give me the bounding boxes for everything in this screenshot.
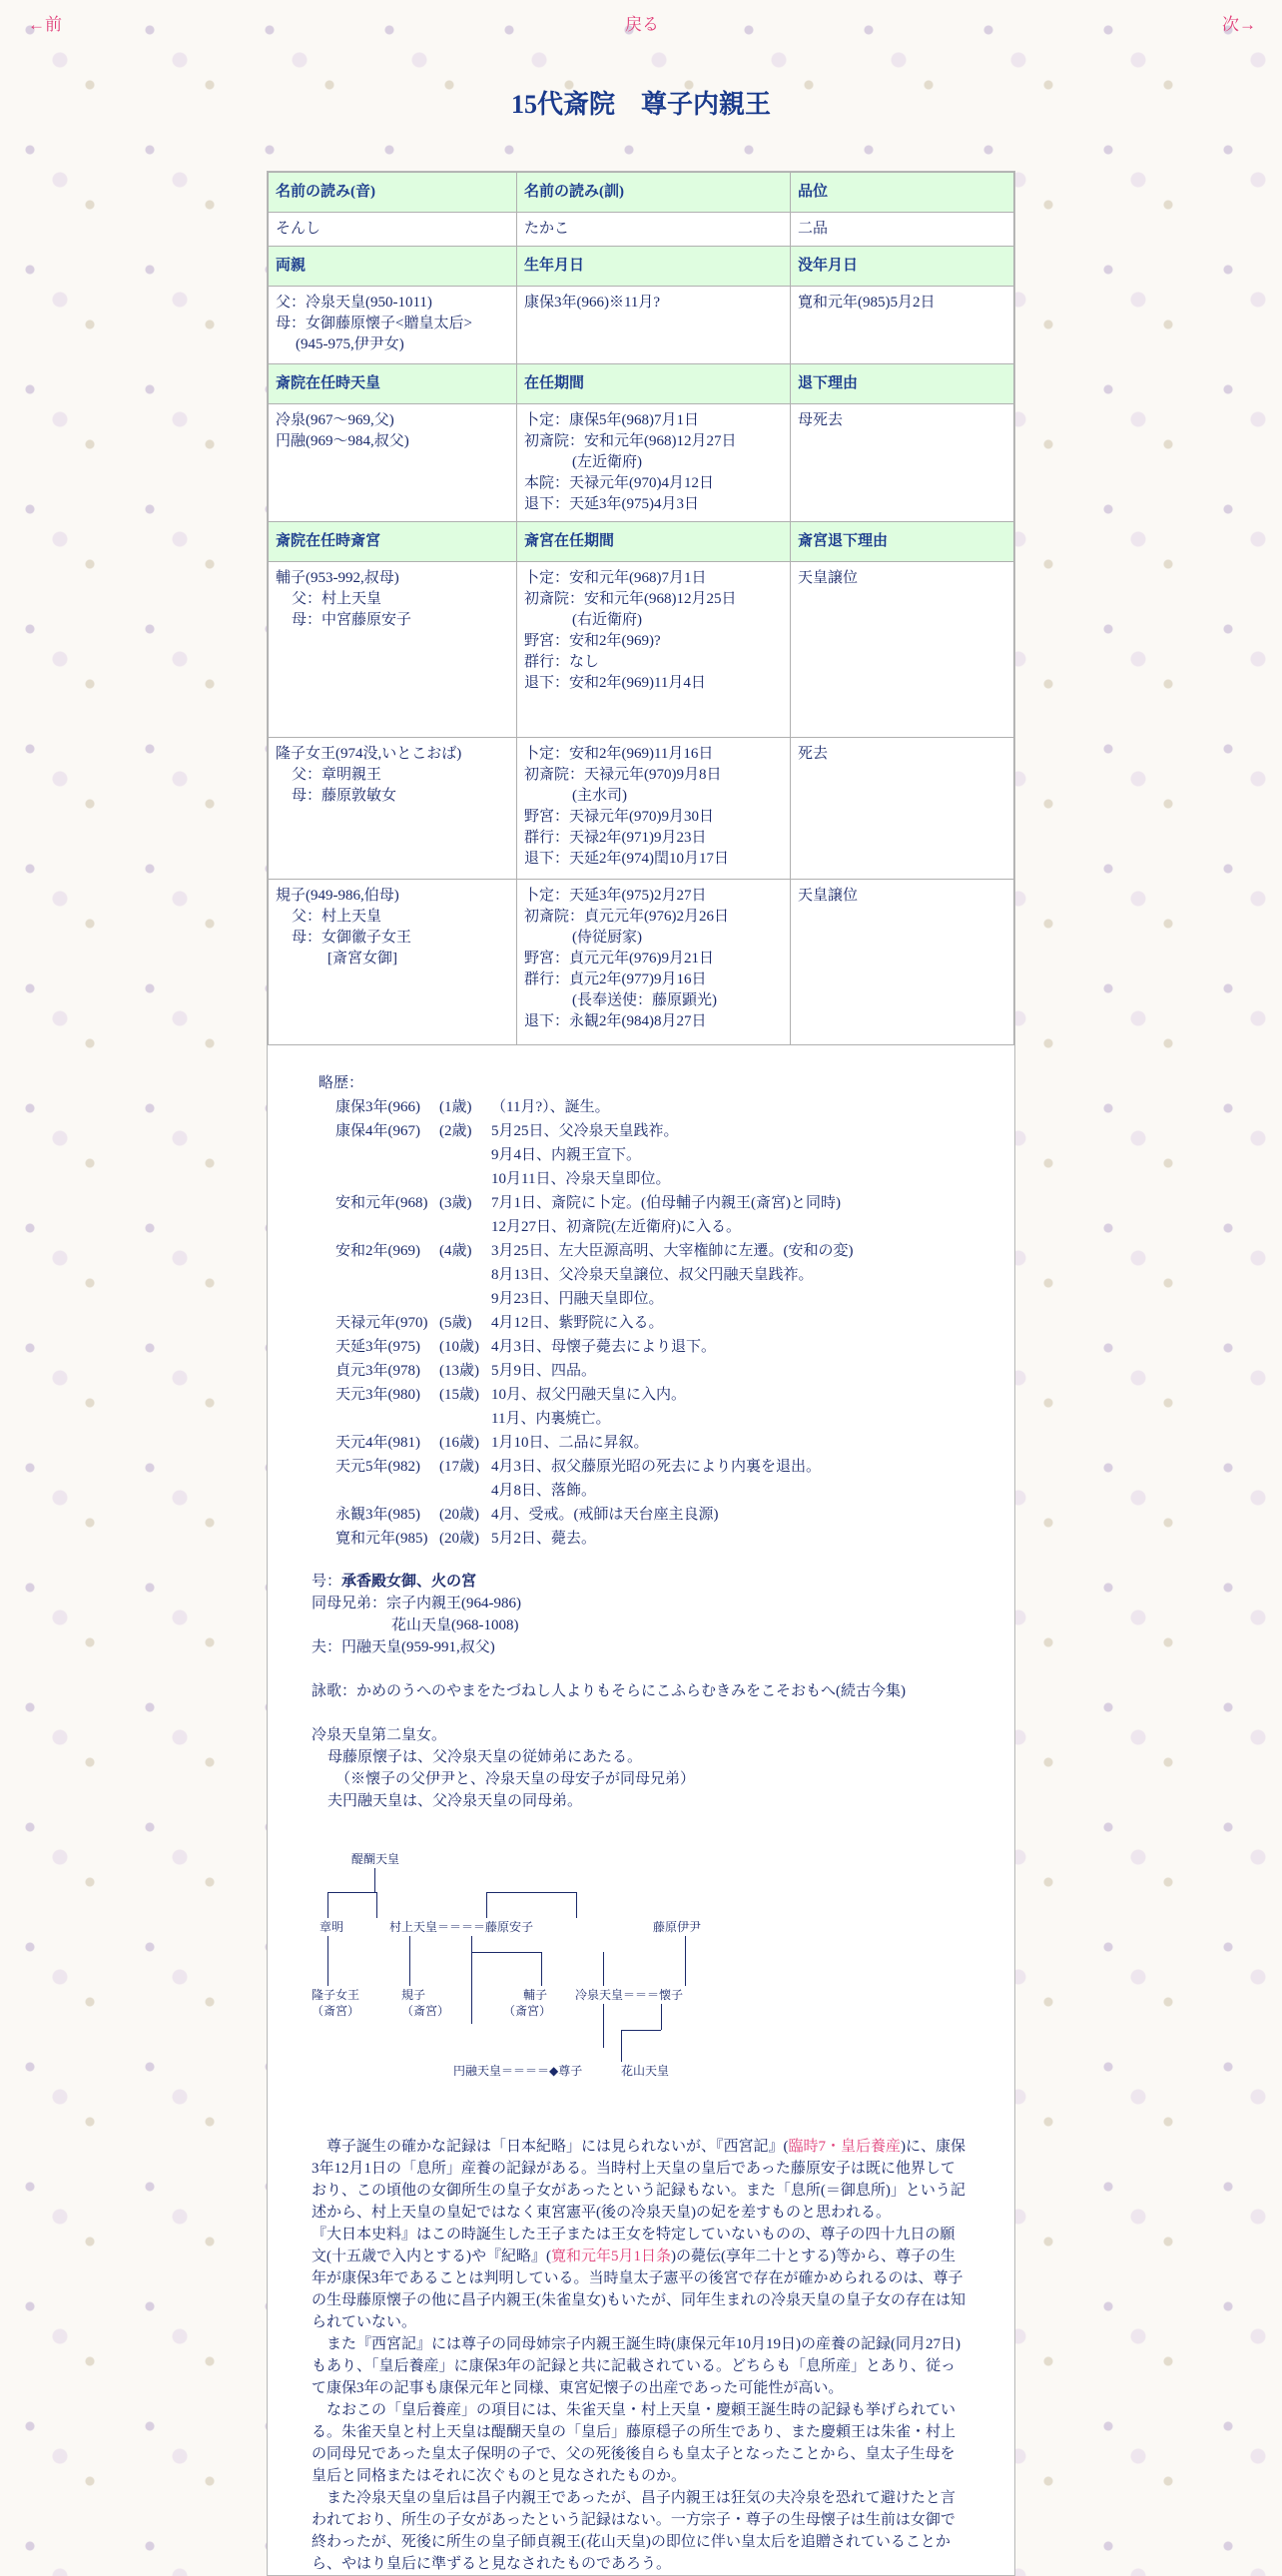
biography-row	[314, 1287, 968, 1311]
reading-kun-cell: たかこ	[517, 213, 791, 247]
biography-event: 7月1日、斎院に卜定。(伯母輔子内親王(斎宮)と同時)	[491, 1195, 841, 1211]
commentary-paragraph: また『西宮記』には尊子の同母姉宗子内親王誕生時(康保元年10月19日)の産養の記録(同月27日)もあり、「皇后養産」に康保3年の記録と共に記載されている。どちらも「息所産」とあり、従って康保3年の記事も康保元年と同様、東宮妃懐子の出産であった可能性が高い。	[312, 2336, 961, 2396]
tree-line	[603, 2004, 604, 2048]
cell-line: 隆子女王(974没,いとこおば)	[276, 746, 462, 762]
text-span: 尊子誕生の確かな記録は「日本紀略」には見られないが、『西宮記』(	[326, 2139, 789, 2155]
tree-node-akiakira: 章明	[320, 1920, 344, 1934]
biography-date	[335, 1167, 439, 1191]
cell-line: 退下：永観2年(984)8月27日	[524, 1013, 707, 1029]
biography-event: 4月、受戒。(戒師は天台座主良源)	[491, 1507, 719, 1523]
biography-date	[335, 1215, 439, 1239]
biography-date: 天延3年(975)	[335, 1339, 420, 1355]
biography-row	[314, 1311, 968, 1335]
header-cell: 退下理由	[791, 364, 1014, 404]
biography-row	[314, 1479, 968, 1503]
header-cell: 斎院在任時斎宮	[269, 522, 517, 562]
tree-node-sukeko: 輔子	[523, 1988, 548, 2002]
biography-date: 天元5年(982)	[335, 1459, 420, 1475]
header-cell: 斎宮在任期間	[517, 522, 791, 562]
header-cell: 斎宮退下理由	[791, 522, 1014, 562]
biography-row	[314, 1383, 968, 1407]
biography-event: 11月、内裏焼亡。	[491, 1411, 611, 1427]
biography-row	[314, 1239, 968, 1263]
biography-event: 5月9日、四品。	[491, 1363, 597, 1379]
source-link[interactable]: 臨時7・皇后養産	[788, 2139, 902, 2155]
biography-date: 天元4年(981)	[335, 1435, 420, 1451]
commentary-paragraph	[312, 2136, 968, 2224]
biography-section	[268, 1045, 1014, 1551]
table-row	[269, 738, 1014, 880]
header-cell: 名前の読み(訓)	[517, 173, 791, 213]
biography-age: (4歳)	[439, 1243, 472, 1259]
header-cell: 生年月日	[517, 247, 791, 287]
saigu-cell	[269, 738, 517, 880]
biography-row	[314, 1191, 968, 1215]
biography-date	[335, 1287, 439, 1311]
saigu-reason-cell: 天皇譲位	[791, 562, 1014, 738]
biography-age: (10歳)	[439, 1339, 479, 1355]
term-cell	[517, 404, 791, 522]
content-panel	[267, 171, 1015, 2576]
biography-date: 安和元年(968)	[335, 1195, 428, 1211]
biography-age	[439, 1215, 491, 1239]
biography-row	[314, 1503, 968, 1527]
saigu-reason-cell: 天皇譲位	[791, 880, 1014, 1045]
spacer	[312, 1658, 968, 1680]
commentary-paragraph: また冷泉天皇の皇后は昌子内親王であったが、昌子内親王は狂気の夫冷泉を恐れて避けたと言われており、所生の子女があったという記録はない。一方宗子・尊子の生母懐子は生前は女御で終わったが、死後に所生の皇子師貞親王(花山天皇)の即位に伴い皇太后を追贈されていることから、やはり皇后に準ずると見なされたものであろう。	[312, 2490, 956, 2572]
biography-date	[335, 1479, 439, 1503]
cell-line: 父：章明親王	[292, 767, 382, 783]
biography-row	[314, 1359, 968, 1383]
cell-line: 退下：天延2年(974)閏10月17日	[524, 851, 729, 867]
table-row	[269, 562, 1014, 738]
header-cell: 名前の読み(音)	[269, 173, 517, 213]
biography-event: 1月10日、二品に昇叙。	[491, 1435, 649, 1451]
biography-age: (20歳)	[439, 1531, 479, 1547]
biography-event: 8月13日、父冷泉天皇譲位、叔父円融天皇践祚。	[491, 1267, 814, 1283]
biography-age: (3歳)	[439, 1195, 472, 1211]
biography-age: (13歳)	[439, 1363, 479, 1379]
tree-line	[409, 1936, 410, 1986]
tree-line	[685, 1936, 686, 1986]
tree-line	[327, 1936, 328, 1986]
tree-node-takako: 隆子女王	[312, 1988, 360, 2002]
biography-age	[439, 1143, 491, 1167]
cell-line: 卜定：康保5年(968)7月1日	[524, 412, 699, 428]
cell-line: 父：村上天皇	[292, 909, 382, 925]
biography-date: 天禄元年(970)	[335, 1315, 428, 1331]
tree-line	[376, 1892, 377, 1918]
cell-line: 群行：天禄2年(971)9月23日	[524, 830, 707, 846]
emperors-cell	[269, 404, 517, 522]
cell-line: 退下：安和2年(969)11月4日	[524, 675, 706, 691]
biography-row	[314, 1407, 968, 1431]
biography-event: 4月3日、叔父藤原光昭の死去により内裏を退出。	[491, 1459, 822, 1475]
cell-line: 退下：天延3年(975)4月3日	[524, 496, 699, 512]
cell-line: 父：冷泉天皇(950-1011)	[276, 295, 432, 311]
biography-age: (20歳)	[439, 1507, 479, 1523]
cell-line: 卜定：安和元年(968)7月1日	[524, 570, 707, 586]
cell-line: 群行：なし	[524, 654, 600, 670]
biography-date: 永観3年(985)	[335, 1507, 420, 1523]
biography-age: (1歳)	[439, 1099, 472, 1115]
header-cell: 斎院在任時天皇	[269, 364, 517, 404]
biography-row	[314, 1119, 968, 1143]
biography-row	[314, 1527, 968, 1551]
page-title: 15代斎院 尊子内親王	[510, 90, 771, 119]
saigu-cell	[269, 562, 517, 738]
biography-event: 12月27日、初斎院(左近衛府)に入る。	[491, 1219, 741, 1235]
table-row	[269, 287, 1014, 364]
cell-line: (左近衛府)	[572, 454, 642, 470]
saigu-reason-cell: 死去	[791, 738, 1014, 880]
cell-line: 野宮：天禄元年(970)9月30日	[524, 809, 714, 825]
siblings-line: 同母兄弟：宗子内親王(964-986)	[312, 1596, 521, 1611]
tree-node-sukeko-role: （斎宮）	[503, 2004, 552, 2018]
header-cell: 在任期間	[517, 364, 791, 404]
family-tree	[312, 1832, 1014, 2122]
biography-age	[439, 1263, 491, 1287]
tree-line	[327, 1892, 328, 1918]
biography-event: （11月?）、誕生。	[491, 1099, 610, 1115]
biography-row	[314, 1095, 968, 1119]
biography-age	[439, 1287, 491, 1311]
biography-row	[314, 1215, 968, 1239]
cell-line: 母：藤原敦敏女	[292, 788, 397, 804]
biography-row	[314, 1455, 968, 1479]
commentary-paragraph	[312, 2224, 968, 2333]
biography-date: 康保4年(967)	[335, 1123, 420, 1139]
biography-event: 10月11日、冷泉天皇即位。	[491, 1171, 671, 1187]
table-header-row	[269, 522, 1014, 562]
commentary-paragraph: なおこの「皇后養産」の項目には、朱雀天皇・村上天皇・慶頼王誕生時の記録も挙げられている。朱雀天皇と村上天皇は醍醐天皇の「皇后」藤原穏子の所生であり、また慶頼王は朱雀・村上の同母兄であった皇太子保明の子で、父の死後後自らも皇太子となったことから、皇太子生母を皇后と同格またはそれに次ぐものと見なされたものか。	[312, 2402, 957, 2484]
cell-line: 初斎院：貞元元年(976)2月26日	[524, 909, 729, 925]
reading-on-cell: そんし	[269, 213, 517, 247]
tree-node-reizei: 冷泉天皇＝＝＝懐子	[575, 1988, 684, 2002]
commentary-section	[268, 2122, 1014, 2575]
tree-line	[621, 2030, 622, 2062]
cell-line: 初斎院：安和元年(968)12月27日	[524, 433, 737, 449]
table-row	[269, 213, 1014, 247]
table-header-row	[269, 173, 1014, 213]
rank-cell: 二品	[791, 213, 1014, 247]
table-header-row	[269, 364, 1014, 404]
note-line: 夫円融天皇は、父冷泉天皇の同母弟。	[327, 1793, 583, 1809]
title-names	[312, 1571, 968, 1593]
biography-row	[314, 1431, 968, 1455]
biography-event: 3月25日、左大臣源高明、大宰権帥に左遷。(安和の変)	[491, 1243, 854, 1259]
tree-line	[471, 1936, 472, 2024]
note-line: （※懐子の父伊尹と、冷泉天皇の母安子が同母兄弟）	[335, 1771, 696, 1787]
cell-line: 野宮：安和2年(969)?	[524, 633, 661, 649]
biography-event: 5月25日、父冷泉天皇践祚。	[491, 1123, 679, 1139]
cell-line: 母：女御徽子女王	[292, 930, 412, 946]
saigu-period-cell	[517, 562, 791, 738]
title-names-value: 承香殿女御、火の宮	[341, 1574, 477, 1590]
text-span: )に、康保3年12月1日の「息所」産養の記録がある。当時村上天皇の皇后であった藤原安子は既に他界しており、この頃他の女御所生の皇子女があったという記録もない。また「息所(＝御息所)」という記述から、村上天皇の皇妃ではなく東宮憲平(後の冷泉天皇)の妃を差すものと思われる。	[312, 2139, 966, 2221]
biography-age: (17歳)	[439, 1459, 479, 1475]
cell-line: 父：村上天皇	[292, 591, 382, 607]
note-line: 冷泉天皇第二皇女。	[312, 1727, 447, 1743]
header-cell: 両親	[269, 247, 517, 287]
tree-line	[603, 1952, 604, 1986]
tree-line	[471, 1952, 541, 1953]
tree-line	[486, 1892, 576, 1893]
back-link[interactable]: 戻る	[625, 15, 659, 34]
tree-line	[621, 2030, 661, 2031]
biography-date: 寛和元年(985)	[335, 1531, 428, 1547]
spacer	[312, 1702, 968, 1724]
saigu-period-cell	[517, 738, 791, 880]
cell-line: [斎宮女御]	[327, 951, 397, 966]
cell-line: 卜定：天延3年(975)2月27日	[524, 888, 707, 904]
tree-node-noriko: 規子	[401, 1988, 426, 2002]
cell-line: (侍従厨家)	[572, 930, 642, 946]
prev-link[interactable]: ←前	[28, 15, 62, 34]
biography-date	[335, 1143, 439, 1167]
tree-node-koretada: 藤原伊尹	[653, 1920, 702, 1934]
next-link[interactable]: 次→	[1222, 15, 1256, 34]
cell-line: 輔子(953-992,叔母)	[276, 570, 399, 586]
table-row	[269, 404, 1014, 522]
title-names-label: 号：	[312, 1574, 342, 1590]
saigu-cell	[269, 880, 517, 1045]
header-cell: 品位	[791, 173, 1014, 213]
tree-line	[374, 1868, 375, 1892]
biography-age	[439, 1479, 491, 1503]
cell-line: (945-975,伊尹女)	[296, 336, 404, 352]
biography-date: 安和2年(969)	[335, 1243, 420, 1259]
biography-event: 10月、叔父円融天皇に入内。	[491, 1387, 687, 1403]
birth-cell: 康保3年(966)※11月?	[517, 287, 791, 364]
biography-event: 4月3日、母懐子薨去により退下。	[491, 1339, 717, 1355]
parents-cell	[269, 287, 517, 364]
biography-event: 9月4日、内親王宣下。	[491, 1147, 642, 1163]
tree-node-murakami: 村上天皇＝＝＝＝藤原安子	[389, 1920, 534, 1934]
cell-line: 群行：貞元2年(977)9月16日	[524, 971, 707, 987]
cell-line: 規子(949-986,伯母)	[276, 888, 399, 904]
text-span: )の薨伝(享年二十とする)等から、尊子の生年が康保3年であることは判明している。当時皇太子憲平の後宮で存在が確かめられるのは、尊子の生母藤原懐子の他に昌子内親王(朱雀皇女)もいたが、同年生まれの冷泉天皇の皇子女の存在は知られていない。	[312, 2249, 965, 2330]
cell-line: 初斎院：天禄元年(970)9月8日	[524, 767, 722, 783]
biography-event: 4月8日、落飾。	[491, 1483, 597, 1499]
text-span: 『大日本史料』はこの時誕生した王子または王女を特定していないものの、尊子の四十九日の願文(十五歳で入内とする)や『紀略』(	[312, 2227, 956, 2264]
siblings-line: 花山天皇(968-1008)	[391, 1617, 519, 1633]
biography-age: (16歳)	[439, 1435, 479, 1451]
tree-line	[486, 1892, 487, 1918]
table-row	[269, 880, 1014, 1045]
saigu-period-cell	[517, 880, 791, 1045]
profile-table	[268, 172, 1014, 1045]
header-cell: 没年月日	[791, 247, 1014, 287]
term-reason-cell: 母死去	[791, 404, 1014, 522]
biography-row	[314, 1263, 968, 1287]
tree-line	[576, 1892, 577, 1918]
biography-row	[314, 1143, 968, 1167]
cell-line: 本院：天禄元年(970)4月12日	[524, 475, 714, 491]
tree-node-daigo: 醍醐天皇	[351, 1852, 400, 1866]
husband-line: 夫：円融天皇(959-991,叔父)	[312, 1639, 495, 1655]
cell-line: (長奉送使：藤原顕光)	[572, 992, 717, 1008]
tree-node-noriko-role: （斎宮）	[401, 2004, 450, 2018]
details-section	[268, 1551, 1014, 1812]
tree-line	[661, 2004, 662, 2030]
biography-age: (5歳)	[439, 1315, 472, 1331]
tree-line	[541, 1952, 542, 1986]
biography-age	[439, 1407, 491, 1431]
biography-heading: 略歴：	[319, 1075, 364, 1091]
biography-event: 4月12日、紫野院に入る。	[491, 1315, 664, 1331]
tree-node-kazan: 花山天皇	[621, 2064, 670, 2078]
poem-line: 詠歌：かめのうへのやまをたづねし人よりもそらにこふらむきみをこそおもへ(続古今集)	[312, 1683, 906, 1699]
cell-line: 初斎院：安和元年(968)12月25日	[524, 591, 737, 607]
biography-date: 康保3年(966)	[335, 1099, 420, 1115]
cell-line: 卜定：安和2年(969)11月16日	[524, 746, 714, 762]
biography-date	[335, 1407, 439, 1431]
biography-event: 5月2日、薨去。	[491, 1531, 597, 1547]
biography-age: (15歳)	[439, 1387, 479, 1403]
biography-date	[335, 1263, 439, 1287]
cell-line: 円融(969～984,叔父)	[276, 433, 409, 449]
biography-date: 天元3年(980)	[335, 1387, 420, 1403]
cell-line: 母：女御藤原懐子<贈皇太后>	[276, 316, 472, 331]
source-link[interactable]: 寛和元年5月1日条	[551, 2249, 672, 2264]
cell-line: 野宮：貞元元年(976)9月21日	[524, 951, 714, 966]
tree-node-enyu: 円融天皇＝＝＝＝◆尊子	[453, 2064, 583, 2078]
table-header-row	[269, 247, 1014, 287]
biography-date: 貞元3年(978)	[335, 1363, 420, 1379]
cell-line: 母：中宮藤原安子	[292, 612, 412, 628]
biography-event: 9月23日、円融天皇即位。	[491, 1291, 664, 1307]
biography-age	[439, 1167, 491, 1191]
cell-line: 冷泉(967～969,父)	[276, 412, 394, 428]
tree-line	[327, 1892, 377, 1893]
cell-line: (右近衛府)	[572, 612, 642, 628]
tree-node-takako-role: （斎宮）	[312, 2004, 360, 2018]
note-line: 母藤原懐子は、父冷泉天皇の従姉弟にあたる。	[327, 1749, 643, 1765]
biography-list	[314, 1095, 968, 1551]
biography-row	[314, 1167, 968, 1191]
cell-line: (主水司)	[572, 788, 627, 804]
biography-age: (2歳)	[439, 1123, 472, 1139]
biography-row	[314, 1335, 968, 1359]
death-cell: 寛和元年(985)5月2日	[791, 287, 1014, 364]
